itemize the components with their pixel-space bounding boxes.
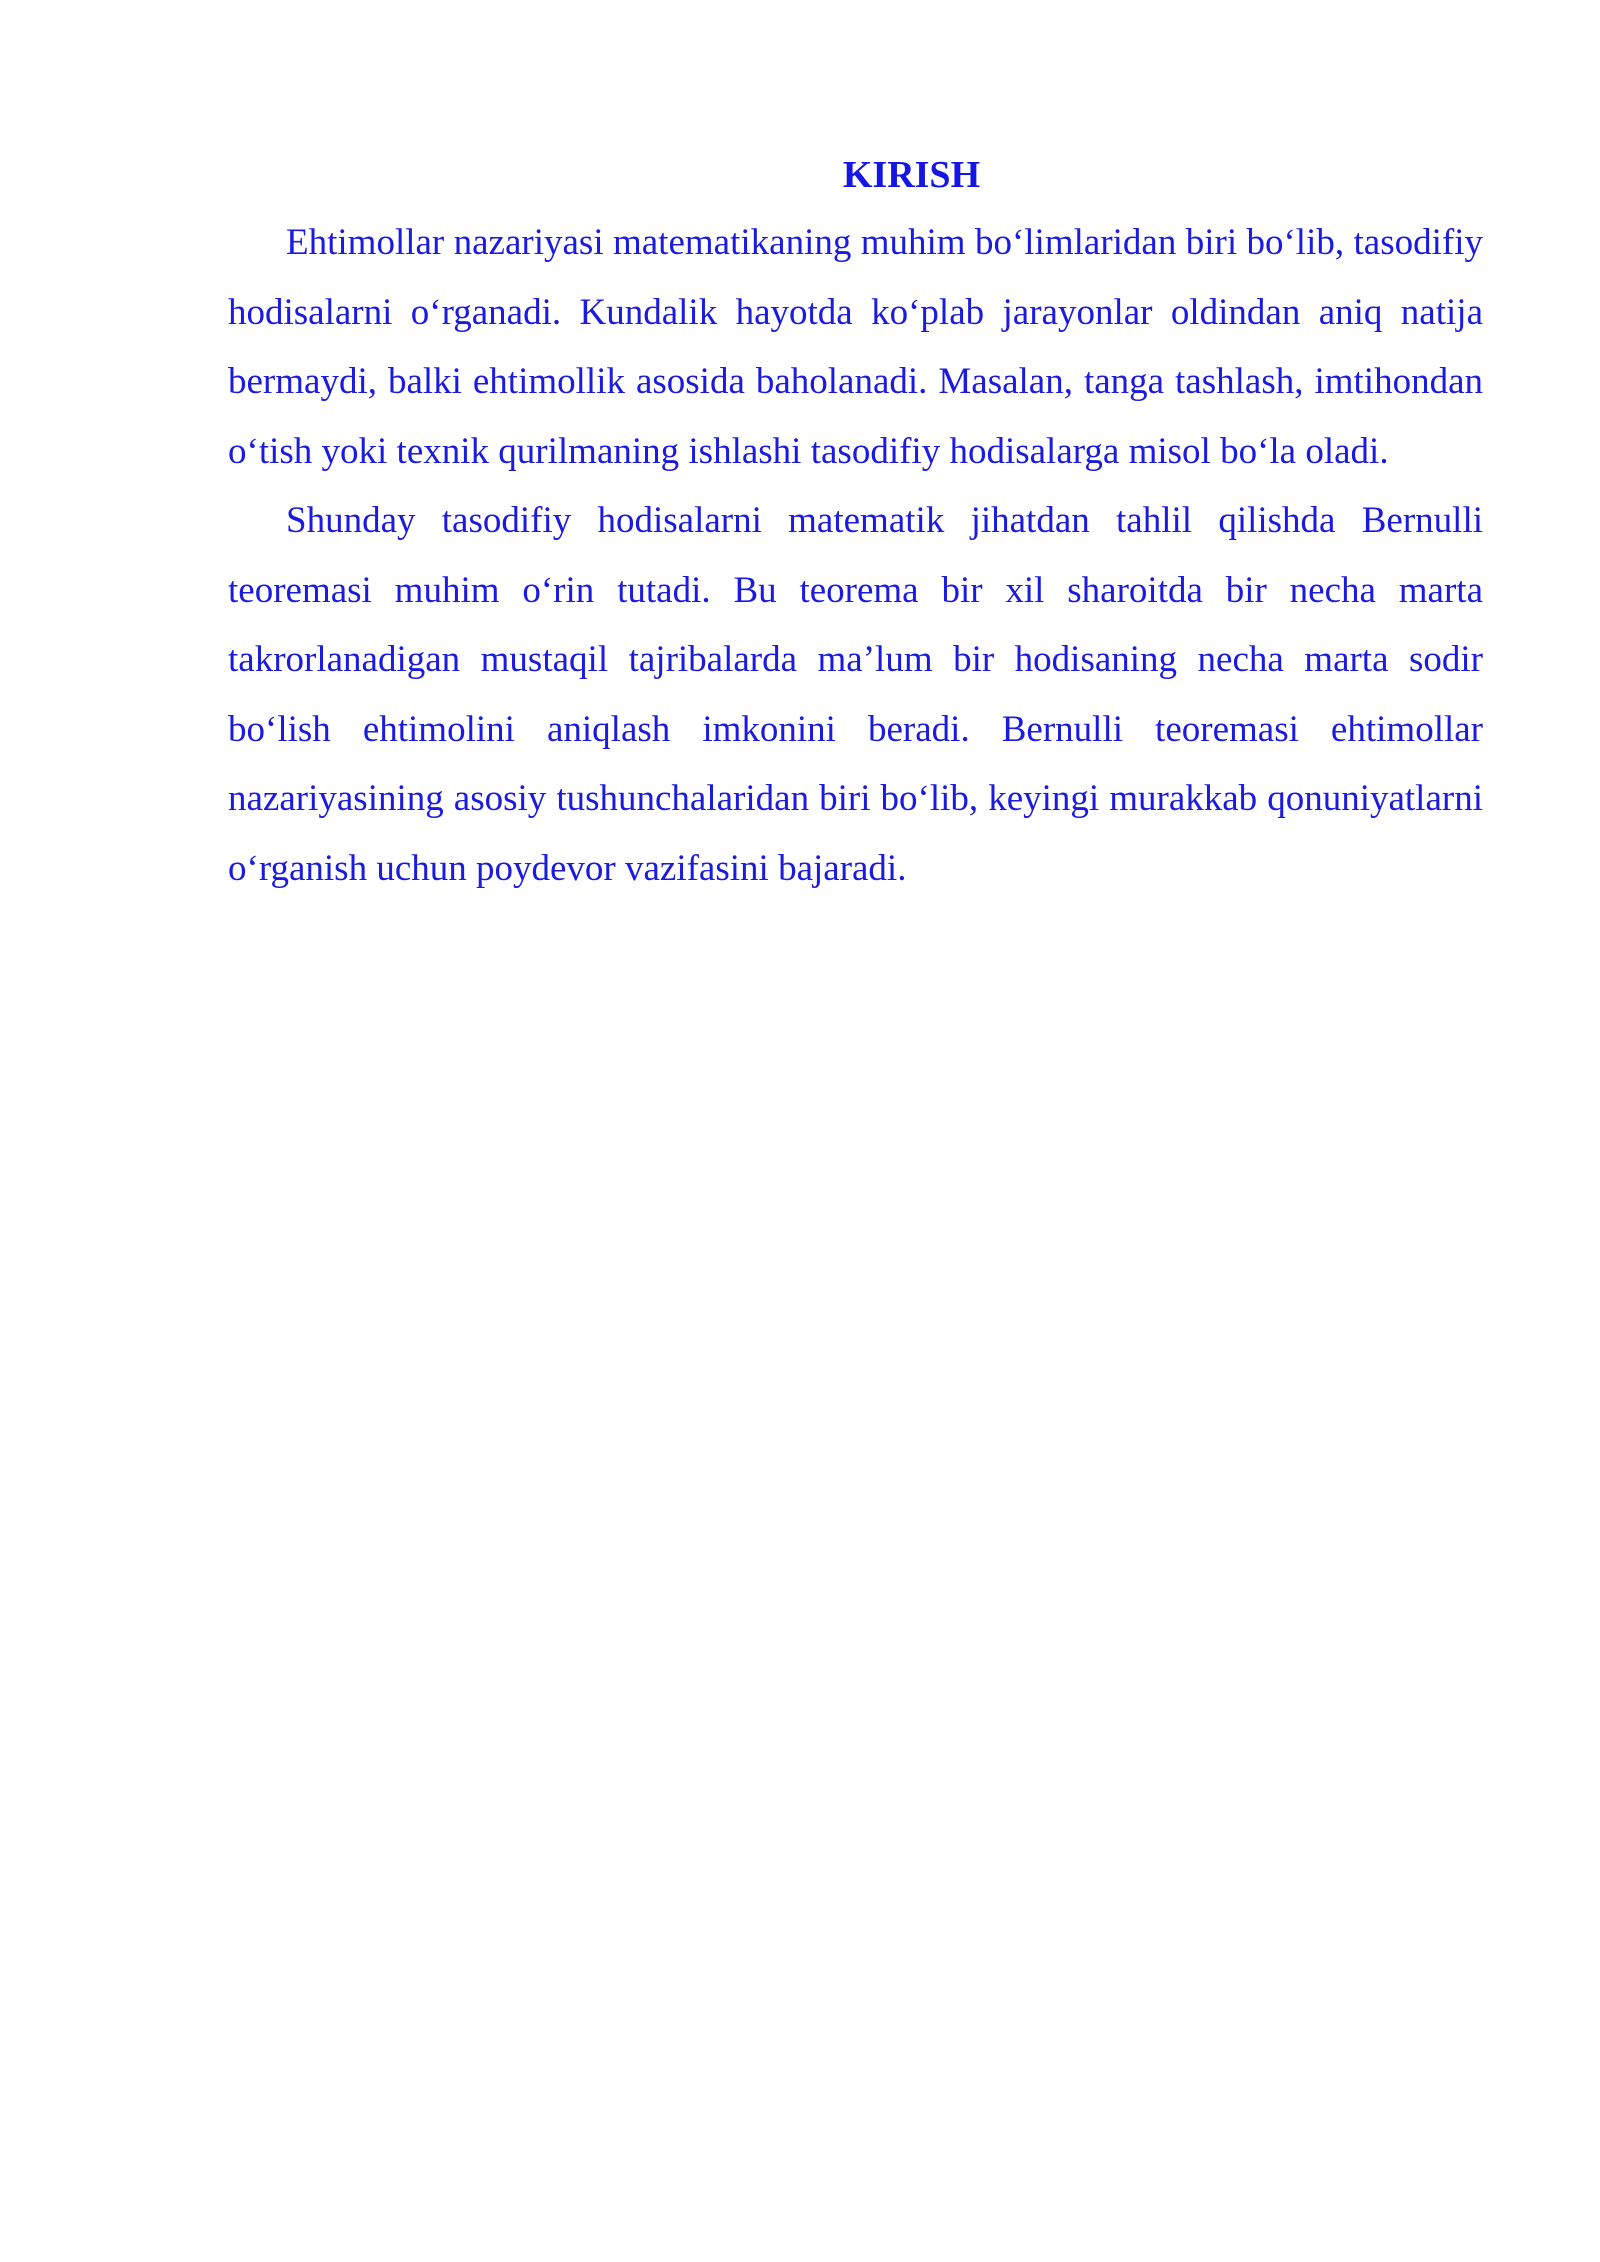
document-title: KIRISH (842, 154, 981, 196)
paragraph-1: Ehtimollar nazariyasi matematikaning muhim bo‘limlaridan biri bo‘lib, tasodifiy hodisalarni o‘rganadi. Kundalik hayotda ko‘plab jarayonlar oldindan aniq natija bermaydi, balki ehtimollik asosida baholanadi. Masalan, tanga tashlash, imtihondan o‘tish yoki texnik qurilmaning ishlashi tasodifiy hodisalarga misol bo‘la oladi. (228, 222, 1483, 472)
document-body (228, 150, 1483, 903)
paragraph-2: Shunday tasodifiy hodisalarni matematik jihatdan tahlil qilishda Bernulli teoremasi muhim o‘rin tutadi. Bu teorema bir xil sharoitda bir necha marta takrorlanadigan mustaqil tajribalarda ma’lum bir hodisaning necha marta sodir bo‘lish ehtimolini aniqlash imkonini beradi. Bernulli teoremasi ehtimollar nazariyasining asosiy tushunchalaridan biri bo‘lib, keyingi murakkab qonuniyatlarni o‘rganish uchun poydevor vazifasini bajaradi. (228, 500, 1483, 889)
